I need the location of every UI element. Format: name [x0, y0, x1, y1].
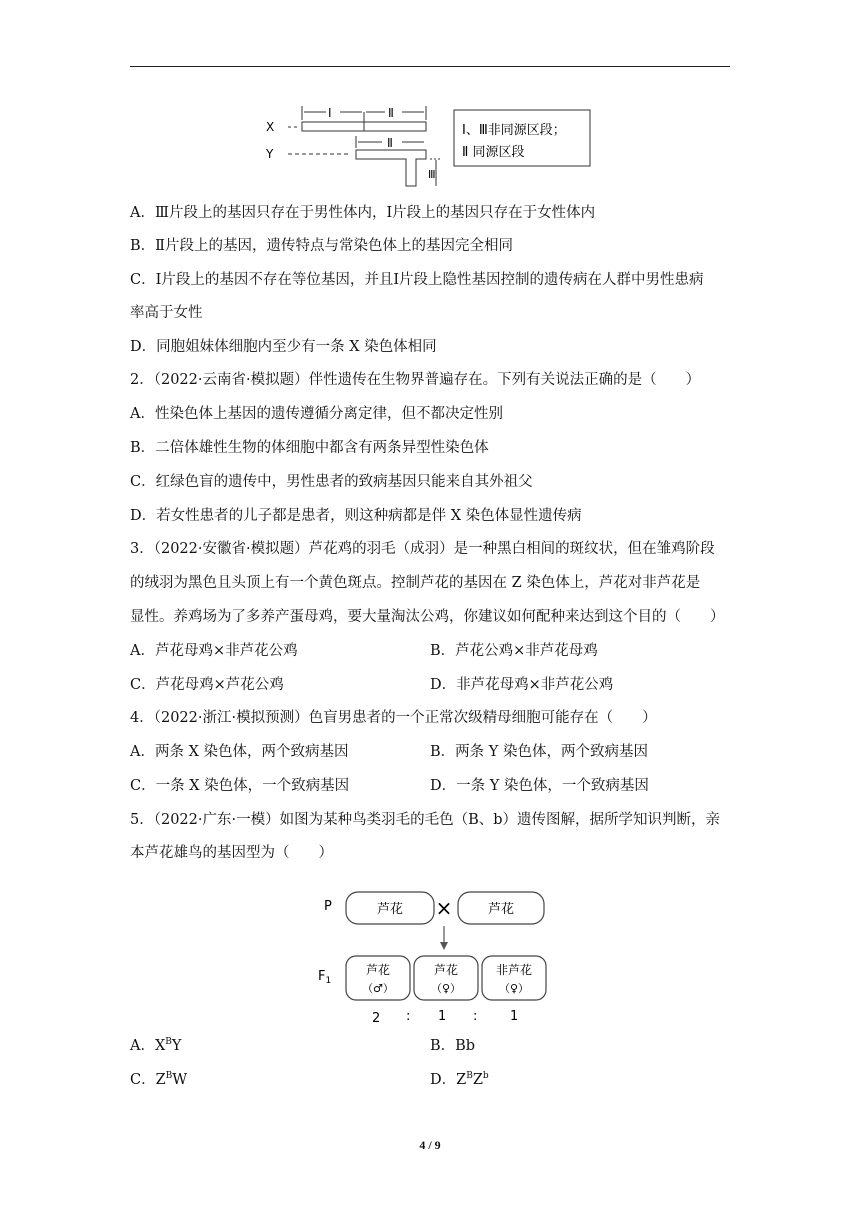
q5-option-d: D．$Z^BZ^b$ [430, 1071, 489, 1088]
q3-option-d: D．非芦花母鸡×非芦花公鸡 [430, 677, 614, 693]
q1-option-a: A．Ⅲ片段上的基因只存在于男性体内，Ⅰ片段上的基因只存在于女性体内 [130, 205, 596, 221]
q4-stem: 4．（2022·浙江·模拟预测）色盲男患者的一个正常次级精母细胞可能存在（ ） [130, 710, 657, 726]
q3-stem-line1: 3．（2022·安徽省·模拟题）芦花鸡的羽毛（成羽）是一种黑白相间的斑纹状，但在雏鸡阶段 [130, 541, 715, 557]
q3-option-a: A．芦花母鸡×非芦花公鸡 [130, 643, 298, 659]
ratio-colon-2: : [473, 1009, 478, 1024]
figure-note-line2: Ⅱ 同源区段 [462, 145, 525, 160]
q5-stem-line1: 5．（2022·广东·一模）如图为某种鸟类羽毛的毛色（B、b）遗传图解，据所学知识判断，亲 [130, 812, 721, 828]
f1-label: $F_1$ [318, 969, 332, 986]
ratio-1: 2 [372, 1011, 381, 1026]
q4-option-c: C．一条 X 染色体，一个致病基因 [130, 778, 350, 794]
q3-option-b: B．芦花公鸡×非芦花母鸡 [430, 643, 598, 659]
q2-option-b: B．二倍体雄性生物的体细胞中都含有两条异型性染色体 [130, 440, 489, 456]
q2-option-a: A．性染色体上基因的遗传遵循分离定律，但不都决定性别 [130, 406, 503, 422]
segment-2-label-x: Ⅱ [388, 106, 394, 120]
q1-option-c-line2: 率高于女性 [130, 305, 203, 321]
q4-option-d: D．一条 Y 染色体，一个致病基因 [430, 778, 649, 794]
q2-stem: 2．（2022·云南省·模拟题）伴性遗传在生物界普遍存在。下列有关说法正确的是（ ） [130, 372, 701, 388]
parent-2-label: 芦花 [487, 902, 515, 917]
q5-option-a: A．$X^BY$ [130, 1037, 182, 1054]
q3-option-c: C．芦花母鸡×芦花公鸡 [130, 677, 284, 693]
q1-option-b: B．Ⅱ片段上的基因，遗传特点与常染色体上的基因完全相同 [130, 238, 514, 254]
p-generation-label: P [324, 899, 332, 914]
q4-option-a: A．两条 X 染色体，两个致病基因 [130, 744, 349, 760]
child-1-label: 芦花 [365, 963, 391, 977]
y-chromosome-label: Y [266, 147, 274, 161]
q3-stem-line3: 显性。养鸡场为了多养产蛋母鸡，要大量淘汰公鸡，你建议如何配种来达到这个目的（ ） [130, 609, 725, 625]
child-2-sex: （♀） [430, 982, 462, 995]
parent-1-label: 芦花 [376, 902, 404, 917]
q3-stem-line2: 的绒羽为黑色且头顶上有一个黄色斑点。控制芦花的基因在 Z 染色体上，芦花对非芦花是 [130, 575, 701, 591]
q1-option-d: D．同胞姐妹体细胞内至少有一条 X 染色体相同 [130, 339, 437, 355]
child-1-sex: （♂） [362, 982, 394, 995]
q5-option-b: B．Bb [430, 1038, 476, 1054]
cross-symbol: × [435, 896, 453, 920]
ratio-2: 1 [438, 1009, 447, 1024]
child-2-label: 芦花 [433, 963, 459, 977]
page-number: 4 / 9 [419, 1138, 441, 1152]
child-3-label: 非芦花 [495, 963, 533, 977]
q5-stem-line2: 本芦花雄鸟的基因型为（ ） [130, 845, 333, 861]
q5-option-c: C．$Z^BW$ [130, 1071, 188, 1088]
chromosome-figure [260, 98, 595, 190]
q4-option-b: B．两条 Y 染色体，两个致病基因 [430, 744, 648, 760]
q2-option-c: C．红绿色盲的遗传中，男性患者的致病基因只能来自其外祖父 [130, 474, 533, 490]
segment-3-label: Ⅲ [428, 168, 436, 181]
header-rule [130, 66, 730, 67]
q2-option-d: D．若女性患者的儿子都是患者，则这种病都是伴 X 染色体显性遗传病 [130, 508, 582, 524]
child-3-sex: （♀） [498, 982, 530, 995]
figure-note-line1: Ⅰ、Ⅲ非同源区段； [462, 123, 566, 138]
segment-2-label-y: Ⅱ [387, 136, 393, 150]
ratio-colon-1: : [406, 1009, 411, 1024]
inheritance-diagram [310, 884, 560, 1029]
x-chromosome-label: X [266, 120, 275, 134]
segment-1-label: Ⅰ [328, 106, 332, 120]
q1-option-c-line1: C．Ⅰ片段上的基因不存在等位基因，并且Ⅰ片段上隐性基因控制的遗传病在人群中男性患病 [130, 272, 704, 288]
ratio-3: 1 [510, 1009, 519, 1024]
